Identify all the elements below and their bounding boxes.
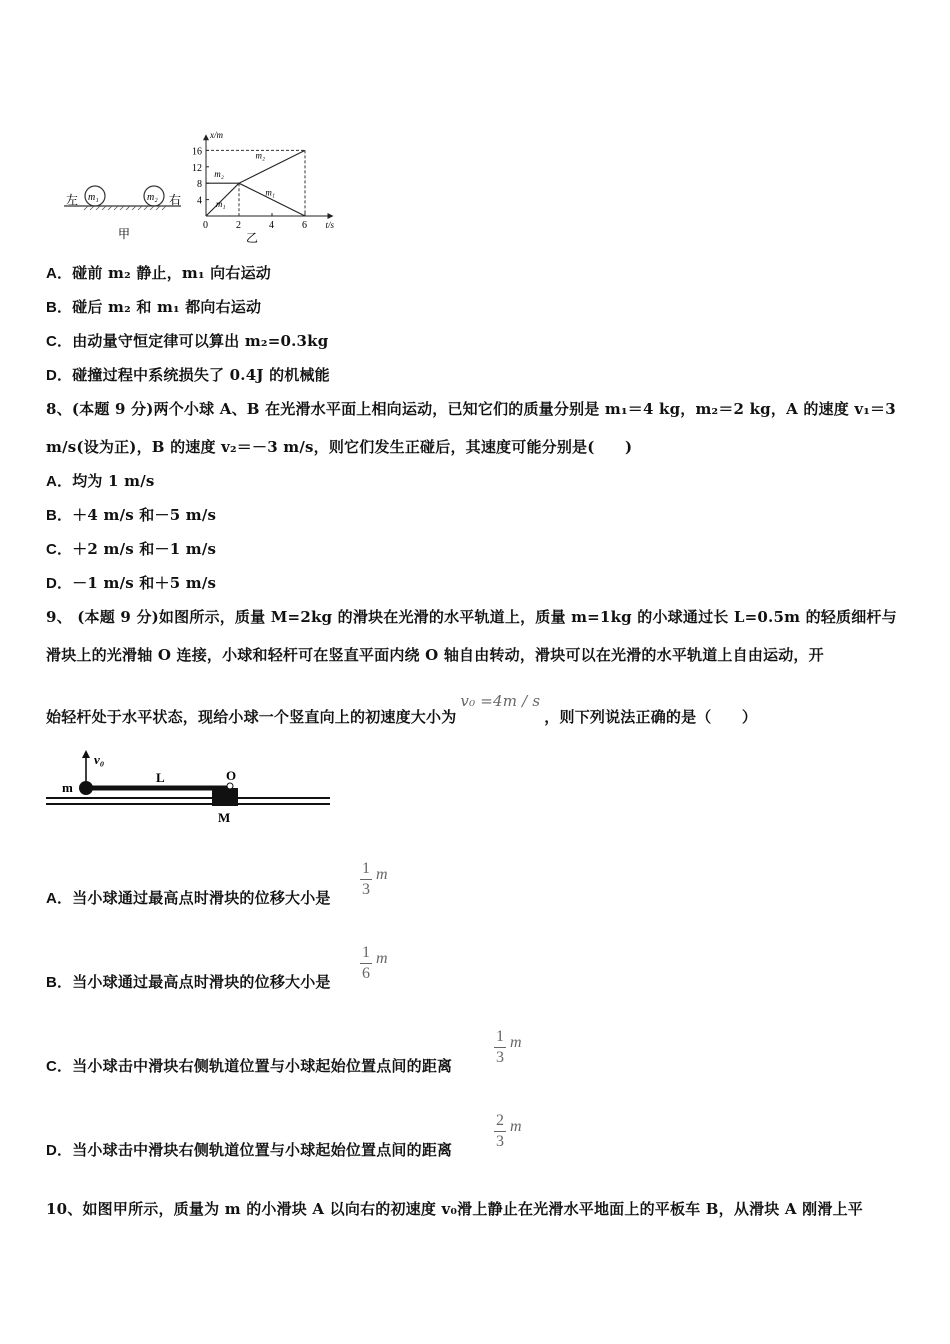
ball1-label: m₁ [88, 192, 99, 203]
right-label: 右 [169, 193, 182, 207]
left-label: 左 [66, 193, 79, 207]
q10-stem-line1: 10、如图甲所示，质量为 m 的小滑块 A 以向右的初速度 v₀滑上静止在光滑水平地面上的平板车 B，从滑块 A 刚滑上平 [46, 1200, 863, 1218]
line-label: m₂ [255, 150, 266, 161]
v0-arrowhead [82, 750, 90, 758]
q8-option-a: A．均为 1 m/s [46, 472, 155, 490]
y-tick-label: 16 [192, 146, 202, 158]
q8-stem-line2: m/s(设为正)，B 的速度 v₂＝－3 m/s，则它们发生正碰后，其速度可能分别是( ) [46, 438, 633, 456]
q9-option-c: C．当小球击中滑块右侧轨道位置与小球起始位置点间的距离 [46, 1057, 453, 1075]
v0-label: v₀ [94, 752, 105, 767]
q7-option-a: A．碰前 m₂ 静止，m₁ 向右运动 [46, 264, 271, 282]
q9-option-d: D．当小球击中滑块右侧轨道位置与小球起始位置点间的距离 [46, 1141, 453, 1159]
y-tick-label: 12 [192, 162, 202, 174]
q7-figure-jia [46, 150, 196, 245]
ball-m [79, 781, 93, 795]
q9-stem-line1: 9、 (本题 9 分)如图所示，质量 M=2kg 的滑块在光滑的水平轨道上，质量 m=1kg 的小球通过长 L=0.5m 的轻质细杆与 [46, 608, 897, 626]
xt-chart [188, 108, 348, 243]
x-tick-label: 0 [203, 220, 208, 231]
line-label: m₁ [265, 187, 276, 198]
q9-stem-line2: 滑块上的光滑轴 O 连接，小球和轻杆可在竖直平面内绕 O 轴自由转动，滑块可以在光滑的水平轨道上自由运动，开 [46, 646, 824, 664]
q9-option-c-fraction: 1 3 m [496, 1028, 522, 1066]
q9-stem-line3: 始轻杆处于水平状态，现给小球一个竖直向上的初速度大小为v₀ =4m / s，则下列说法正确的是（ ） [46, 692, 758, 726]
m-label: m [62, 780, 73, 795]
q9-option-b: B．当小球通过最高点时滑块的位移大小是 [46, 973, 331, 991]
q8-option-c: C．＋2 m/s 和－1 m/s [46, 540, 217, 558]
q7-chart-yi [188, 108, 348, 243]
ground-hatch [84, 206, 166, 210]
q8-option-d: D．－1 m/s 和＋5 m/s [46, 574, 217, 592]
M-label: M [218, 810, 231, 825]
x-axis-arrow [328, 213, 334, 219]
block-M [212, 788, 238, 806]
x-axis-label: t/s [325, 220, 335, 230]
q8-option-b: B．＋4 m/s 和－5 m/s [46, 506, 217, 524]
caption-yi: 乙 [246, 231, 259, 243]
line-label: m₁ [215, 198, 226, 209]
y-tick-label: 8 [197, 179, 202, 191]
ball2-label: m₂ [147, 192, 158, 203]
q8-stem-line1: 8、(本题 9 分)两个小球 A、B 在光滑水平面上相向运动，已知它们的质量分别是 m₁＝4 kg，m₂＝2 kg，A 的速度 v₁＝3 [46, 400, 896, 418]
line-label: m₂ [214, 169, 224, 180]
x-tick-label: 4 [269, 220, 274, 231]
L-label: L [156, 770, 165, 785]
y-tick-label: 4 [197, 195, 202, 207]
q9-option-a: A．当小球通过最高点时滑块的位移大小是 [46, 889, 331, 907]
q7-option-b: B．碰后 m₂ 和 m₁ 都向右运动 [46, 298, 262, 316]
v0-expression: v₀ =4m / s [460, 692, 541, 710]
q9-figure [44, 748, 334, 828]
x-tick-label: 6 [302, 220, 307, 231]
q9-option-a-fraction: 1 3 m [362, 860, 388, 898]
y-axis-arrow [203, 134, 209, 140]
y-axis-label: x/m [210, 130, 223, 141]
axis-O [227, 783, 233, 789]
x-tick-label: 2 [236, 220, 241, 231]
q9-option-d-fraction: 2 3 m [496, 1112, 522, 1150]
q7-option-d: D．碰撞过程中系统损失了 0.4J 的机械能 [46, 366, 330, 384]
caption-jia: 甲 [118, 227, 131, 241]
O-label: O [226, 768, 237, 783]
q7-option-c: C．由动量守恒定律可以算出 m₂=0.3kg [46, 332, 329, 350]
q9-option-b-fraction: 1 6 m [362, 944, 388, 982]
